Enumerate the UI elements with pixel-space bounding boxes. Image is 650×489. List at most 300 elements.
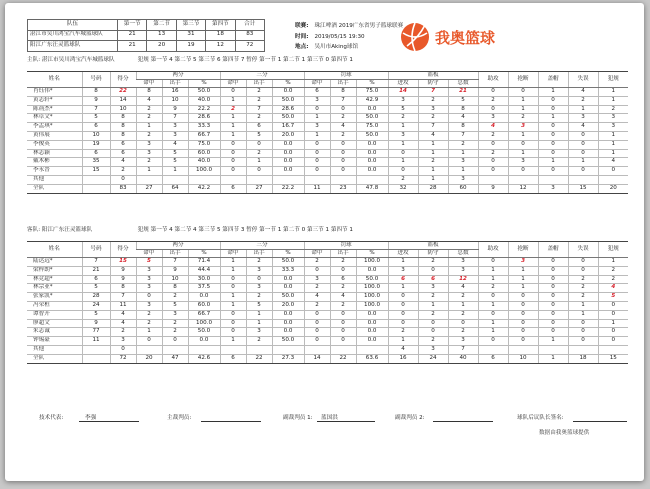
stat-cell: 0 — [304, 310, 330, 319]
stat-cell: 0 — [246, 275, 272, 284]
stat-cell — [568, 345, 598, 354]
stat-cell: 3 — [246, 266, 272, 275]
player-name-cell: 钟锡豪 — [27, 337, 82, 346]
stat-cell: 0 — [508, 337, 538, 346]
stat-cell: 6 — [418, 275, 448, 284]
stat-cell — [538, 345, 568, 354]
stat-cell: 28 — [418, 184, 448, 193]
stat-cell: 2 — [448, 293, 478, 302]
home-subheader-cell: 防守 — [418, 80, 448, 88]
stat-cell — [220, 345, 246, 354]
stat-cell: 0 — [478, 337, 508, 346]
stat-cell: 0.0 — [356, 158, 388, 167]
stat-cell: 30.0 — [188, 275, 220, 284]
data-credit: 数据由我奥篮球提供 — [539, 430, 590, 436]
stat-cell: 1 — [598, 96, 628, 105]
stat-cell: 0 — [330, 167, 356, 176]
quarter-score-cell: 21 — [118, 41, 147, 52]
stat-cell: 0 — [388, 310, 418, 319]
home-subheader-cell: % — [356, 80, 388, 88]
stat-cell: 0 — [568, 140, 598, 149]
stat-cell: 50.0 — [272, 96, 304, 105]
stat-cell — [136, 175, 162, 184]
player-name-cell: 肖钰伟* — [27, 88, 82, 97]
home-player-row — [27, 88, 628, 97]
home-header-cell: 篮板 — [388, 72, 478, 80]
away-player-row — [27, 284, 628, 293]
away-player-row — [27, 337, 628, 346]
stat-cell: 64 — [162, 184, 188, 193]
tech-rep-name: 李强 — [85, 415, 97, 421]
stat-cell: 8 — [110, 284, 136, 293]
stat-cell: 9 — [162, 266, 188, 275]
stat-cell: 0 — [538, 258, 568, 267]
stat-cell: 1 — [418, 167, 448, 176]
stat-cell: 2 — [448, 328, 478, 337]
home-player-row — [27, 140, 628, 149]
stat-cell: 6 — [388, 275, 418, 284]
stat-cell: 8 — [448, 105, 478, 114]
match-info — [295, 21, 403, 53]
stat-cell: 4 — [330, 123, 356, 132]
stat-cell: 0.0 — [356, 310, 388, 319]
stat-cell: 10 — [162, 96, 188, 105]
stat-cell — [220, 175, 246, 184]
home-total-row — [27, 184, 628, 193]
stat-cell: 1 — [388, 284, 418, 293]
stat-cell: 2 — [418, 310, 448, 319]
stat-cell: 0 — [538, 131, 568, 140]
referee-2-name: 蓝国洪 — [321, 415, 338, 421]
stat-cell: 3 — [418, 345, 448, 354]
home-subheader-cell: 命中 — [220, 80, 246, 88]
stat-cell: 16.7 — [272, 123, 304, 132]
home-header-cell: 助攻 — [478, 72, 508, 88]
stat-cell: 47.8 — [356, 184, 388, 193]
player-name-cell: 黄志轩* — [27, 96, 82, 105]
player-name-cell: 林卓文* — [27, 114, 82, 123]
stat-cell: 50.0 — [272, 114, 304, 123]
home-subheader-cell: 命中 — [304, 80, 330, 88]
stat-cell: 5 — [162, 301, 188, 310]
stat-cell: 0 — [110, 175, 136, 184]
referee-3-label: 副裁判员 2: — [395, 415, 425, 421]
stat-cell: 2 — [568, 96, 598, 105]
away-header-cell: 失误 — [568, 242, 598, 258]
stat-cell: 0 — [568, 319, 598, 328]
stat-cell: 0.0 — [272, 328, 304, 337]
stat-cell: 0 — [330, 337, 356, 346]
home-player-row — [27, 175, 628, 184]
stat-cell: 9 — [110, 266, 136, 275]
stat-cell: 0.0 — [356, 319, 388, 328]
stat-cell: 60.0 — [188, 301, 220, 310]
stat-cell: 1 — [598, 319, 628, 328]
stat-cell: 0 — [418, 266, 448, 275]
stat-cell: 2 — [568, 284, 598, 293]
stat-cell: 14 — [304, 354, 330, 363]
quarter-header-cell: 队伍 — [28, 20, 118, 31]
stat-cell: 0 — [538, 123, 568, 132]
away-player-row — [27, 275, 628, 284]
stat-cell: 15 — [568, 184, 598, 193]
away-player-row — [27, 266, 628, 275]
quarter-score-cell: 13 — [147, 30, 176, 41]
woao-basketball-logo — [399, 21, 529, 53]
stat-cell: 1 — [538, 337, 568, 346]
stat-cell: 1 — [478, 275, 508, 284]
stat-cell: 3 — [418, 284, 448, 293]
home-header-cell: 失误 — [568, 72, 598, 88]
stat-cell: 3 — [448, 175, 478, 184]
home-player-row — [27, 167, 628, 176]
referee-2-label: 副裁判员 1: — [283, 415, 313, 421]
stat-cell: 22 — [246, 354, 272, 363]
stat-cell: 1 — [508, 131, 538, 140]
away-player-row — [27, 258, 628, 267]
stat-cell: 33.3 — [272, 266, 304, 275]
stat-cell: 66.7 — [188, 310, 220, 319]
stat-cell: 2 — [246, 258, 272, 267]
home-player-row — [27, 123, 628, 132]
away-subheader-cell: 命中 — [304, 250, 330, 258]
stat-cell: 0.0 — [272, 284, 304, 293]
stat-cell: 1 — [448, 149, 478, 158]
stat-cell: 0.0 — [272, 88, 304, 97]
stat-cell: 2 — [330, 131, 356, 140]
stat-cell: 4 — [304, 293, 330, 302]
stat-cell: 0 — [478, 293, 508, 302]
stat-cell: 0 — [478, 105, 508, 114]
stat-cell: 2 — [162, 293, 188, 302]
stat-cell: 4 — [110, 310, 136, 319]
stat-cell: 0 — [220, 284, 246, 293]
stat-cell: 7 — [162, 114, 188, 123]
stat-cell: 6 — [246, 123, 272, 132]
stat-cell: 0 — [508, 301, 538, 310]
home-player-row — [27, 114, 628, 123]
home-header-cell: 盖帽 — [538, 72, 568, 88]
stat-cell: 10 — [508, 354, 538, 363]
player-name-cell: 林竞超* — [27, 275, 82, 284]
stat-cell: 2 — [246, 293, 272, 302]
stat-cell: 0 — [508, 310, 538, 319]
stat-cell: 1 — [568, 301, 598, 310]
stat-cell: 0 — [330, 149, 356, 158]
stat-cell: 1 — [568, 105, 598, 114]
stat-cell: 1 — [568, 310, 598, 319]
stat-cell: 0.0 — [356, 337, 388, 346]
stat-cell: 0.0 — [272, 319, 304, 328]
team-name-cell: 湛江市吴川鸿宝汽车城篮球队 — [28, 30, 118, 41]
time-value: 2019/05/15 19:30 — [314, 33, 365, 40]
quarter-row — [28, 30, 265, 41]
stat-cell: 1 — [162, 167, 188, 176]
stat-cell: 27 — [136, 184, 162, 193]
stat-cell: 0.0 — [272, 149, 304, 158]
stat-cell: 1 — [136, 167, 162, 176]
stat-cell — [82, 184, 110, 193]
stat-cell: 3 — [304, 96, 330, 105]
stat-cell: 5 — [162, 158, 188, 167]
stat-cell: 0 — [330, 105, 356, 114]
stat-cell: 12 — [508, 184, 538, 193]
stat-cell: 50.0 — [356, 114, 388, 123]
stat-cell: 6 — [220, 184, 246, 193]
quarter-score-cell: 83 — [235, 30, 264, 41]
stat-cell: 75.0 — [356, 88, 388, 97]
stat-cell: 16 — [388, 354, 418, 363]
stat-cell: 0 — [478, 140, 508, 149]
stat-cell: 63.6 — [356, 354, 388, 363]
stat-cell: 1 — [508, 266, 538, 275]
stat-cell: 100.0 — [356, 293, 388, 302]
stat-cell: 47 — [162, 354, 188, 363]
away-subheader-cell: % — [272, 250, 304, 258]
stat-cell: 8 — [448, 123, 478, 132]
away-header-row-1 — [27, 242, 628, 250]
stat-cell: 0.0 — [188, 337, 220, 346]
player-name-cell: 李俊英 — [27, 140, 82, 149]
stat-cell — [272, 175, 304, 184]
stat-cell: 4 — [330, 293, 356, 302]
stat-cell: 0 — [568, 167, 598, 176]
quarter-score-cell: 18 — [206, 30, 235, 41]
stat-cell: 6 — [110, 140, 136, 149]
home-team-header — [27, 57, 353, 64]
stat-cell: 3 — [162, 310, 188, 319]
stat-cell: 6 — [82, 149, 110, 158]
away-subheader-cell: 命中 — [136, 250, 162, 258]
quarter-header-cell: 合计 — [235, 20, 264, 31]
stat-cell: 3 — [598, 114, 628, 123]
stat-cell: 2 — [136, 158, 162, 167]
stat-cell: 1 — [508, 96, 538, 105]
stat-cell: 0 — [598, 328, 628, 337]
stat-cell: 3 — [136, 140, 162, 149]
stat-cell: 1 — [538, 88, 568, 97]
stat-cell: 6 — [82, 275, 110, 284]
stat-cell: 60 — [448, 184, 478, 193]
stat-cell: 20.0 — [272, 131, 304, 140]
away-team-header — [27, 227, 353, 234]
stat-cell: 7 — [448, 131, 478, 140]
stat-cell: 0 — [388, 301, 418, 310]
stat-cell: 3 — [448, 266, 478, 275]
team-name-cell: 阳江广东汪灵篮球队 — [28, 41, 118, 52]
stat-cell: 7 — [82, 258, 110, 267]
stat-cell: 22 — [110, 88, 136, 97]
stat-cell: 40.0 — [188, 158, 220, 167]
stat-cell: 6 — [220, 354, 246, 363]
stat-cell: 0 — [304, 319, 330, 328]
stat-cell: 0 — [568, 149, 598, 158]
quarter-header-row — [28, 20, 265, 31]
stat-cell: 0 — [598, 301, 628, 310]
away-header-cell: 两分 — [136, 242, 220, 250]
stat-cell: 5 — [82, 284, 110, 293]
player-name-cell: 冯荣桓 — [27, 301, 82, 310]
stat-cell: 4 — [478, 123, 508, 132]
stat-cell: 2 — [478, 284, 508, 293]
stat-cell: 0.0 — [356, 140, 388, 149]
stat-cell: 9 — [82, 96, 110, 105]
score-sheet — [5, 3, 644, 481]
stat-cell: 0 — [162, 337, 188, 346]
stat-cell: 1 — [220, 266, 246, 275]
stat-cell: 0 — [538, 319, 568, 328]
home-stats-table — [27, 71, 628, 194]
stat-cell: 32 — [388, 184, 418, 193]
stat-cell: 7 — [418, 123, 448, 132]
player-name-cell: 梁梓朗* — [27, 266, 82, 275]
stat-cell: 1 — [568, 158, 598, 167]
stat-cell: 2 — [136, 131, 162, 140]
stat-cell: 28 — [82, 293, 110, 302]
stat-cell: 0 — [538, 284, 568, 293]
away-player-row — [27, 293, 628, 302]
stat-cell: 15 — [598, 354, 628, 363]
stat-cell: 5 — [246, 131, 272, 140]
stat-cell: 2 — [418, 96, 448, 105]
stat-cell — [478, 175, 508, 184]
stat-cell: 0.0 — [188, 293, 220, 302]
stat-cell: 1 — [538, 354, 568, 363]
stat-cell: 0 — [538, 310, 568, 319]
quarter-header-cell: 第一节 — [118, 20, 147, 31]
stat-cell: 1 — [508, 284, 538, 293]
stat-cell: 2 — [110, 328, 136, 337]
stat-cell: 8 — [110, 114, 136, 123]
away-subheader-cell: 命中 — [220, 250, 246, 258]
stat-cell: 3 — [478, 114, 508, 123]
stat-cell: 1 — [220, 301, 246, 310]
stat-cell: 27.3 — [272, 354, 304, 363]
stat-cell — [82, 354, 110, 363]
stat-cell: 4 — [136, 96, 162, 105]
stat-cell: 0 — [598, 167, 628, 176]
stat-cell: 1 — [418, 149, 448, 158]
stat-cell: 2 — [598, 266, 628, 275]
stat-cell: 0 — [304, 337, 330, 346]
stat-cell — [598, 175, 628, 184]
home-fouls-timeouts: 犯规 第一节 4 第二节 5 第三节 6 第四节 7 暂停 第一节 1 第二节 1 第三节 0 第四节 1 — [137, 57, 353, 63]
stat-cell: 10 — [110, 105, 136, 114]
stat-cell: 9 — [162, 105, 188, 114]
stat-cell: 11 — [304, 184, 330, 193]
stat-cell: 3 — [136, 301, 162, 310]
stat-cell: 28.6 — [188, 114, 220, 123]
home-player-row — [27, 149, 628, 158]
home-subheader-cell: 出手 — [162, 80, 188, 88]
stat-cell: 2 — [418, 158, 448, 167]
stat-cell: 8 — [82, 88, 110, 97]
home-header-cell: 抢断 — [508, 72, 538, 88]
stat-cell: 5 — [246, 301, 272, 310]
stat-cell: 2 — [246, 337, 272, 346]
quarter-score-cell: 19 — [176, 41, 205, 52]
stat-cell: 2 — [478, 96, 508, 105]
quarter-score-cell: 21 — [118, 30, 147, 41]
stat-cell: 16 — [162, 88, 188, 97]
stat-cell: 2 — [110, 167, 136, 176]
stat-cell — [304, 345, 330, 354]
stat-cell: 0 — [246, 140, 272, 149]
stat-cell: 0.0 — [356, 105, 388, 114]
home-subheader-cell: 出手 — [330, 80, 356, 88]
player-name-cell: 张家凯* — [27, 293, 82, 302]
stat-cell: 2 — [598, 275, 628, 284]
stat-cell: 0 — [220, 275, 246, 284]
home-header-cell: 得分 — [110, 72, 136, 88]
stat-cell: 0.0 — [272, 310, 304, 319]
stat-cell: 0.0 — [272, 275, 304, 284]
stat-cell: 0 — [220, 310, 246, 319]
stat-cell: 75.0 — [356, 123, 388, 132]
home-subheader-cell: 出手 — [246, 80, 272, 88]
stat-cell: 100.0 — [356, 284, 388, 293]
stat-cell: 7 — [246, 105, 272, 114]
stat-cell: 7 — [330, 96, 356, 105]
referee-1-label: 主裁判员: — [167, 415, 192, 421]
stat-cell: 0 — [508, 167, 538, 176]
away-subheader-cell: 进攻 — [388, 250, 418, 258]
quarter-header-cell: 第二节 — [147, 20, 176, 31]
stat-cell: 2 — [418, 293, 448, 302]
quarter-header-cell: 第三节 — [176, 20, 205, 31]
stat-cell: 3 — [136, 275, 162, 284]
away-header-cell: 盖帽 — [538, 242, 568, 258]
stat-cell: 0 — [220, 328, 246, 337]
stat-cell: 27 — [246, 184, 272, 193]
stat-cell: 9 — [82, 319, 110, 328]
stat-cell: 22.2 — [188, 105, 220, 114]
player-name-cell: 林宗亚* — [27, 284, 82, 293]
stat-cell: 3 — [304, 275, 330, 284]
stat-cell: 44.4 — [188, 266, 220, 275]
league-label: 联赛: — [295, 23, 309, 29]
stat-cell — [162, 175, 188, 184]
stat-cell: 0 — [418, 319, 448, 328]
stat-cell: 3 — [110, 337, 136, 346]
stat-cell: 50.0 — [272, 293, 304, 302]
stat-cell: 1 — [220, 337, 246, 346]
stat-cell: 1 — [508, 105, 538, 114]
stat-cell — [246, 345, 272, 354]
player-name-cell: 其他 — [27, 175, 82, 184]
stat-cell: 1 — [220, 131, 246, 140]
stat-cell: 0 — [388, 149, 418, 158]
home-player-row — [27, 96, 628, 105]
stat-cell: 1 — [508, 149, 538, 158]
stat-cell: 8 — [162, 284, 188, 293]
stat-cell: 0.0 — [356, 328, 388, 337]
stat-cell: 1 — [448, 167, 478, 176]
quarter-score-cell: 12 — [206, 41, 235, 52]
stat-cell: 100.0 — [356, 258, 388, 267]
away-header-cell: 号码 — [82, 242, 110, 258]
stat-cell: 77 — [82, 328, 110, 337]
stat-cell: 3 — [162, 131, 188, 140]
stat-cell — [356, 175, 388, 184]
stat-cell: 0 — [538, 301, 568, 310]
stat-cell: 12 — [448, 275, 478, 284]
stat-cell: 1 — [304, 131, 330, 140]
stat-cell: 7 — [110, 293, 136, 302]
stat-cell: 0 — [388, 319, 418, 328]
away-subheader-cell: 出手 — [246, 250, 272, 258]
stat-cell: 5 — [82, 310, 110, 319]
